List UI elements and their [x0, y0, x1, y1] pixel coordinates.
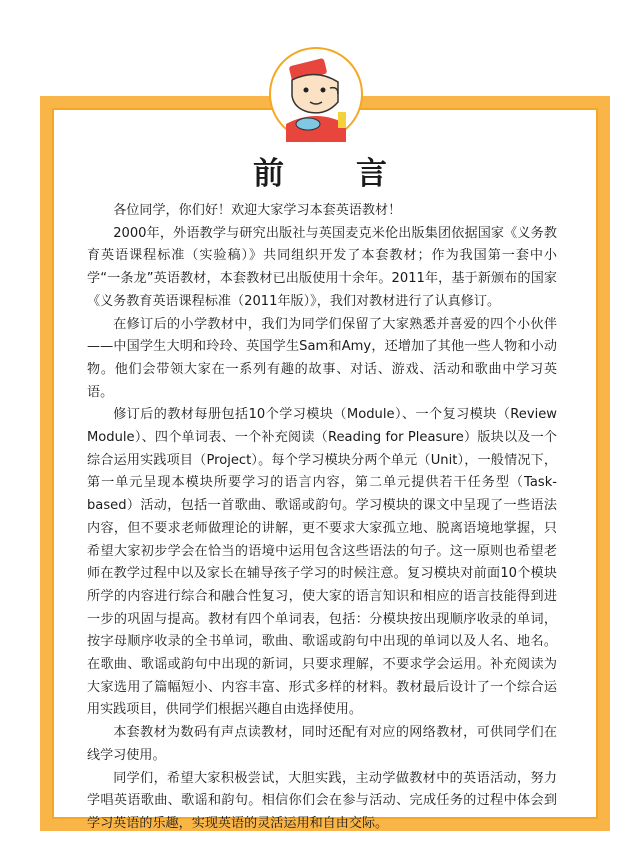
preface-body	[87, 200, 557, 836]
paragraph-5: 同学们，希望大家积极尝试，大胆实践，主动学做教材中的英语活动，努力学唱英语歌曲、歌谣和韵句。相信你们会在参与活动、完成任务的过程中体会到学习英语的乐趣，实现英语的灵活运用和自由交际。	[87, 770, 557, 831]
greeting-paragraph: 各位同学，你们好！欢迎大家学习本套英语教材！	[113, 203, 402, 218]
paragraph-1: 2000年，外语教学与研究出版社与英国麦克米伦出版集团依据国家《义务教育英语课程标准（实验稿）》共同组织开发了本套教材；作为我国第一套中小学“一条龙”英语教材，本套教材已出版使用十余年。2011年，基于新颁布的国家《义务教育英语课程标准（2011年版）》，我们对教材进行了认真修订。	[87, 225, 557, 309]
paragraph-4: 本套教材为数码有声点读教材，同时还配有对应的网络教材，可供同学们在线学习使用。	[87, 725, 557, 763]
paragraph-2: 在修订后的小学教材中，我们为同学们保留了大家熟悉并喜爱的四个小伙伴——中国学生大明和玲玲、英国学生Sam和Amy，还增加了其他一些人物和小动物。他们会带领大家在一系列有趣的故事、对话、游戏、活动和歌曲中学习英语。	[87, 316, 557, 400]
paragraph-3: 修订后的教材每册包括10个学习模块（Module）、一个复习模块（Review Module）、四个单词表、一个补充阅读（Reading for Pleasure）版块以及一个综合运用实践项目（Project）。每个学习模块分两个单元（Unit），一般情况下，第一单元呈现本模块所要学习的语言内容，第二单元提供若干任务型（Task-based）活动，包括一首歌曲、歌谣或韵句。学习模块的课文中呈现了一些语法内容，但不要求老师做理论的讲解，更不要求大家孤立地、脱离语境地掌握，只希望大家初步学会在恰当的语境中运用包含这些语法的句子。这一原则也希望老师在教学过程中以及家长在辅导孩子学习的时候注意。复习模块对前面10个模块所学的内容进行综合和融合性复习，使大家的语言知识和相应的语言技能得到进一步的巩固与提高。教材有四个单词表，包括：分模块按出现顺序收录的单词，按字母顺序收录的全书单词，歌曲、歌谣或韵句中出现的单词以及人名、地名。在歌曲、歌谣或韵句中出现的新词，只要求理解，不要求学会运用。补充阅读为大家选用了篇幅短小、内容丰富、形式多样的材料。教材最后设计了一个综合运用实践项目，供同学们根据兴趣自由选择使用。	[87, 407, 557, 718]
boy-mascot-icon	[268, 46, 364, 142]
page-title: 前言	[253, 156, 459, 192]
